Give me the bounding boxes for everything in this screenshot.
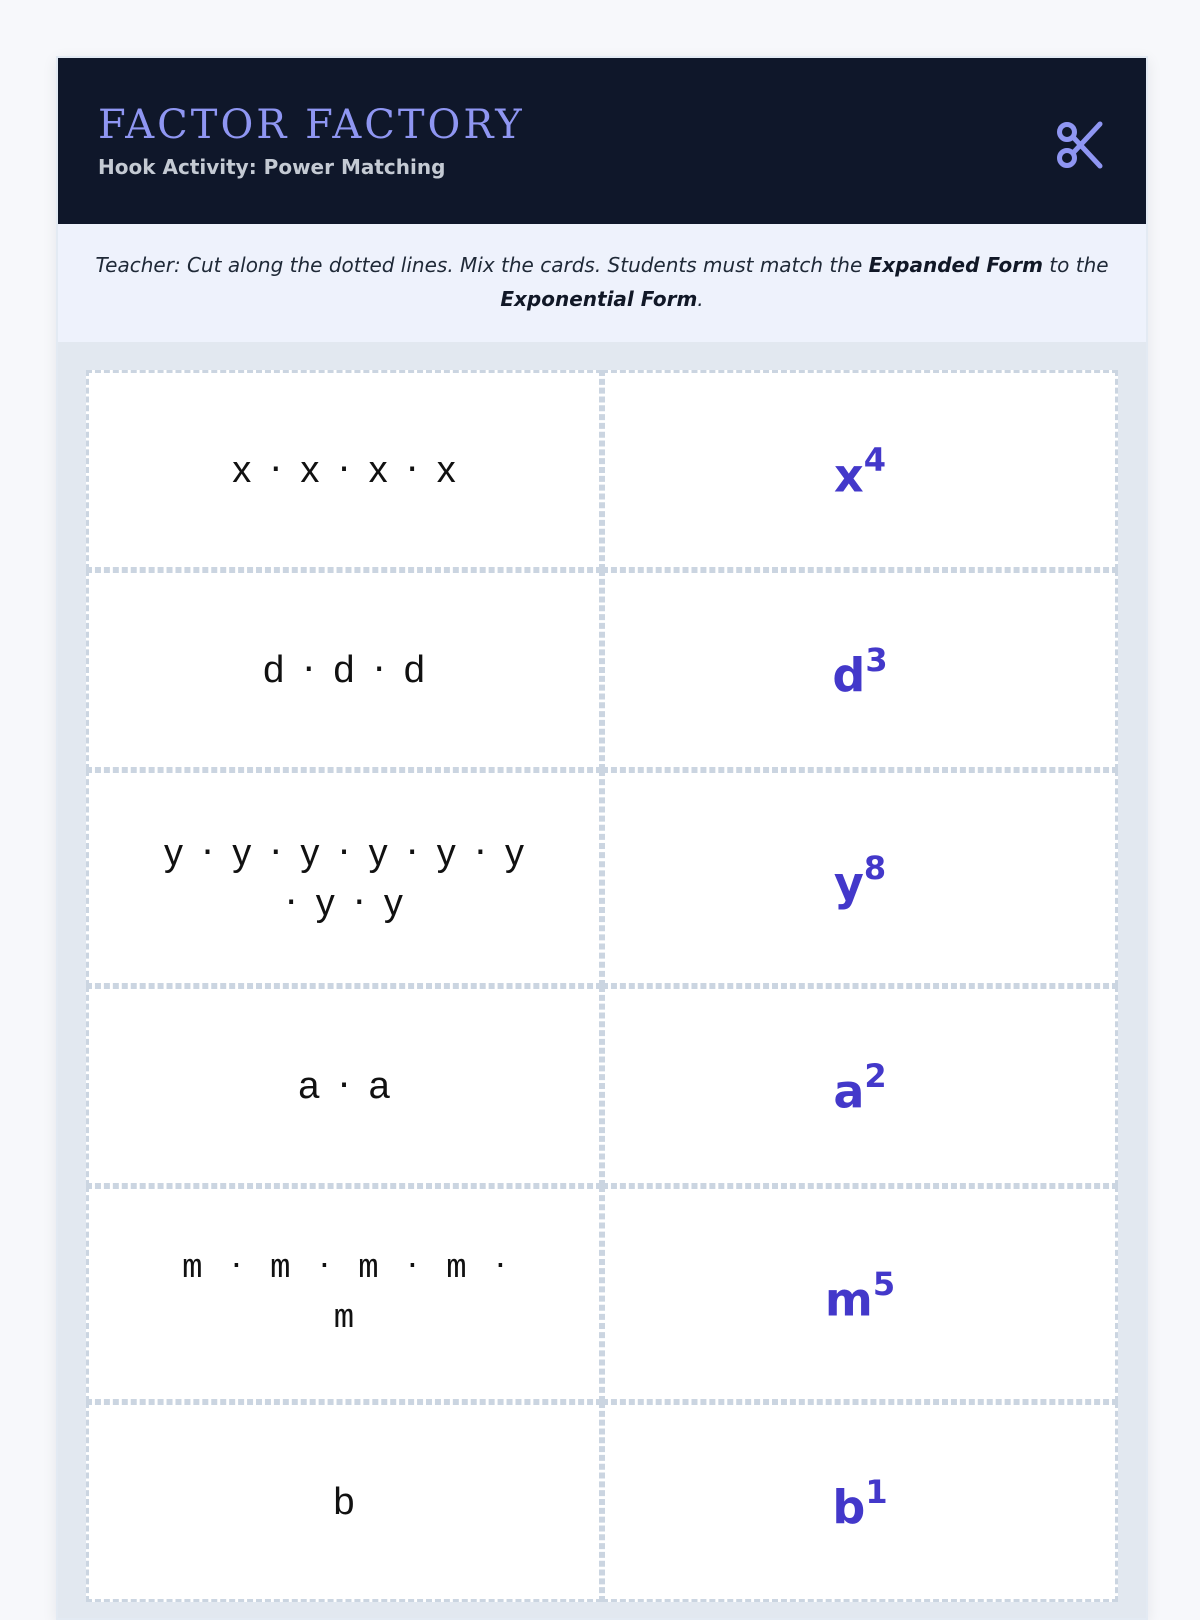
power-base: b — [832, 1480, 866, 1535]
instruction-text: to the — [1042, 253, 1109, 277]
instruction-text: . — [697, 287, 704, 311]
exponential-form-card[interactable] — [602, 570, 1118, 770]
power-base: x — [834, 448, 864, 503]
power-exponent: 8 — [863, 849, 887, 888]
power-base: m — [824, 1272, 873, 1327]
exponential-form-text — [833, 1052, 886, 1119]
power-base: a — [833, 1064, 865, 1119]
exponential-form-text — [832, 636, 887, 703]
exponential-form-card[interactable] — [602, 986, 1118, 1186]
card-row — [86, 1186, 1118, 1402]
expanded-form-card[interactable] — [86, 986, 602, 1186]
card-row — [86, 1402, 1118, 1602]
teacher-instructions — [58, 224, 1146, 342]
power-exponent: 5 — [872, 1265, 896, 1304]
instruction-expanded-form: Expanded Form — [868, 253, 1043, 277]
exponential-form-card[interactable] — [602, 770, 1118, 986]
worksheet — [56, 56, 1148, 1620]
exponential-form-card[interactable] — [602, 370, 1118, 570]
exponential-form-card[interactable] — [602, 1402, 1118, 1602]
power-exponent: 2 — [864, 1057, 887, 1096]
page-title: FACTOR FACTORY — [98, 102, 525, 148]
expanded-form-text: b — [333, 1481, 355, 1523]
instruction-exponential-form: Exponential Form — [500, 287, 698, 311]
power-base: d — [832, 648, 866, 703]
card-row — [86, 570, 1118, 770]
expanded-form-text: m ⋅ m ⋅ m ⋅ m ⋅ m — [182, 1250, 506, 1338]
expanded-form-card[interactable] — [86, 1186, 602, 1402]
expanded-form-text: x ⋅ x ⋅ x ⋅ x — [232, 449, 456, 491]
exponential-form-text — [834, 436, 886, 503]
expanded-form-card[interactable] — [86, 370, 602, 570]
expanded-form-text: y ⋅ y ⋅ y ⋅ y ⋅ y ⋅ y ⋅ y ⋅ y — [164, 832, 524, 924]
card-row — [86, 986, 1118, 1186]
card-grid — [86, 370, 1118, 1602]
expanded-form-card[interactable] — [86, 770, 602, 986]
power-exponent: 3 — [865, 641, 888, 680]
instruction-text: Teacher: Cut along the dotted lines. Mix the cards. Students must match the — [95, 253, 869, 277]
header — [58, 58, 1146, 224]
card-row — [86, 370, 1118, 570]
exponential-form-text — [832, 1468, 887, 1535]
exponential-form-card[interactable] — [602, 1186, 1118, 1402]
power-exponent: 4 — [863, 441, 886, 480]
power-exponent: 1 — [865, 1473, 888, 1512]
expanded-form-text: a ⋅ a — [298, 1065, 390, 1107]
page-subtitle: Hook Activity: Power Matching — [98, 155, 446, 179]
expanded-form-text: d ⋅ d ⋅ d — [263, 649, 425, 691]
card-row — [86, 770, 1118, 986]
expanded-form-card[interactable] — [86, 1402, 602, 1602]
exponential-form-text — [825, 1260, 895, 1327]
expanded-form-card[interactable] — [86, 570, 602, 770]
exponential-form-text — [834, 844, 886, 911]
power-base: y — [833, 856, 864, 911]
scissors-icon — [1054, 119, 1106, 171]
